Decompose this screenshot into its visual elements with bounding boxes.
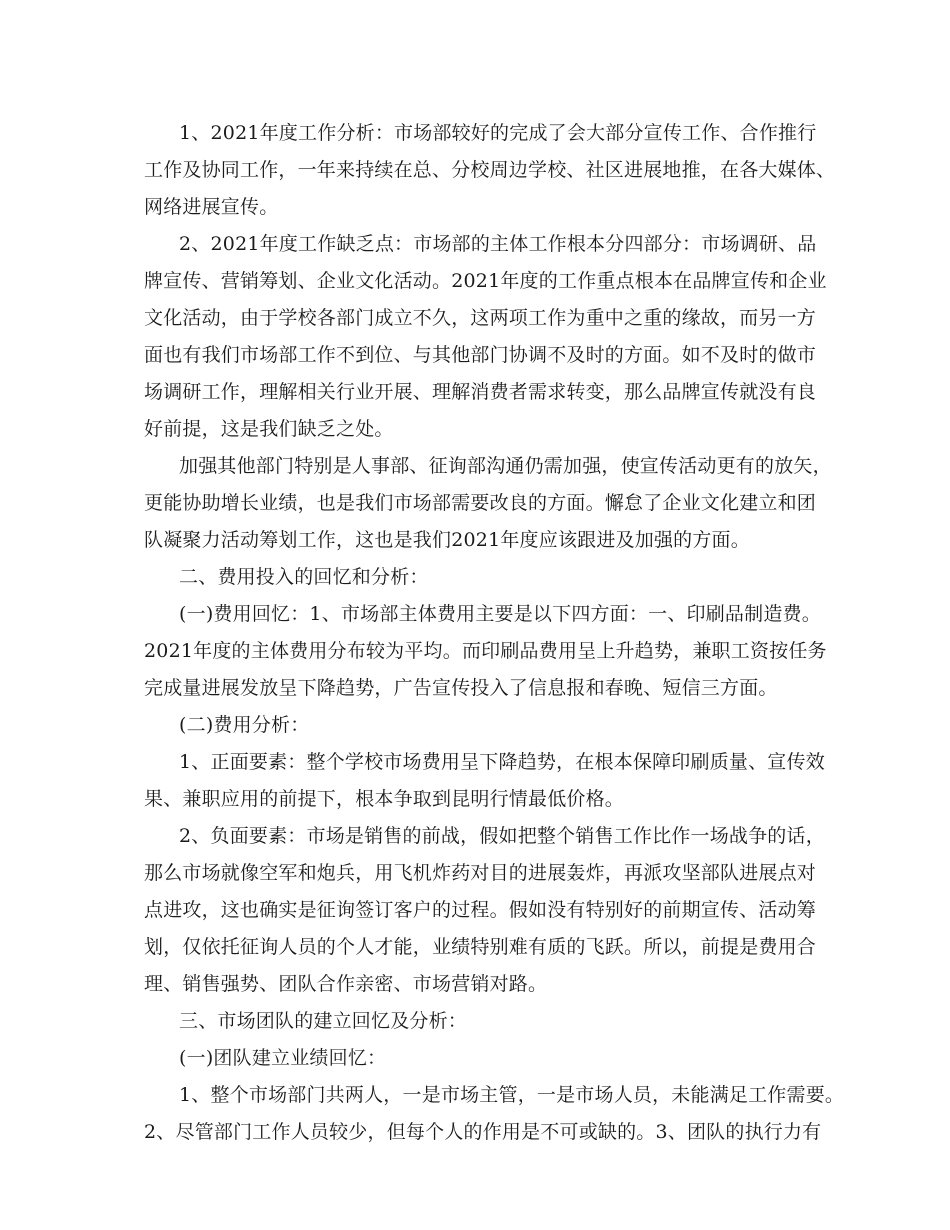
- text-line: 加强其他部门特别是人事部、征询部沟通仍需加强，使宣传活动更有的放矢，: [179, 455, 832, 477]
- text-line: 2021年度的主体费用分布较为平均。而印刷品费用呈上升趋势，兼职工资按任务: [144, 640, 827, 662]
- text-line: 面也有我们市场部工作不到位、与其他部门协调不及时的方面。如不及时的做市: [144, 344, 817, 366]
- text-line: 文化活动，由于学校各部门成立不久，这两项工作为重中之重的缘故，而另一方: [144, 307, 817, 329]
- subsection-heading: (二)费用分析：: [179, 714, 310, 736]
- text-line: 工作及协同工作，一年来持续在总、分校周边学校、社区进展地推，在各大媒体、: [144, 159, 836, 181]
- text-line: 2、负面要素：市场是销售的前战，假如把整个销售工作比作一场战争的话，: [179, 825, 825, 847]
- text-line: 完成量进展发放呈下降趋势，广告宣传投入了信息报和春晚、短信三方面。: [144, 677, 778, 699]
- text-line: 1、2021年度工作分析：市场部较好的完成了会大部分宣传工作、合作推行: [179, 122, 817, 144]
- text-line: (一)费用回忆：1、市场部主体费用主要是以下四方面：一、印刷品制造费。: [179, 603, 821, 625]
- text-line: 好前提，这是我们缺乏之处。: [144, 418, 394, 440]
- text-line: 场调研工作，理解相关行业开展、理解消费者需求转变，那么品牌宣传就没有良: [144, 381, 817, 403]
- section-heading: 二、费用投入的回忆和分析：: [179, 566, 429, 588]
- text-line: 2、2021年度工作缺乏点：市场部的主体工作根本分四部分：市场调研、品: [179, 233, 817, 255]
- subsection-heading: (一)团队建立业绩回忆：: [179, 1047, 387, 1069]
- text-line: 2、尽管部门工作人员较少，但每个人的作用是不可或缺的。3、团队的执行力有: [144, 1121, 822, 1143]
- text-line: 那么市场就像空军和炮兵，用飞机炸药对目的进展轰炸，再派攻坚部队进展点对: [144, 862, 817, 884]
- text-line: 队凝聚力活动筹划工作，这也是我们2021年度应该跟进及加强的方面。: [144, 529, 750, 551]
- text-line: 理、销售强势、团队合作亲密、市场营销对路。: [144, 973, 548, 995]
- text-line: 划，仅依托征询人员的个人才能，业绩特别难有质的飞跃。所以，前提是费用合: [144, 936, 817, 958]
- text-line: 1、正面要素：整个学校市场费用呈下降趋势，在根本保障印刷质量、宣传效: [179, 751, 825, 773]
- text-line: 网络进展宣传。: [144, 196, 279, 218]
- text-line: 果、兼职应用的前提下，根本争取到昆明行情最低价格。: [144, 788, 625, 810]
- section-heading: 三、市场团队的建立回忆及分析：: [179, 1010, 468, 1032]
- text-line: 1、整个市场部门共两人，一是市场主管，一是市场人员，未能满足工作需要。: [179, 1084, 845, 1106]
- text-line: 点进攻，这也确实是征询签订客户的过程。假如没有特别好的前期宣传、活动筹: [144, 899, 817, 921]
- text-line: 更能协助增长业绩，也是我们市场部需要改良的方面。懈怠了企业文化建立和团: [144, 492, 817, 514]
- text-line: 牌宣传、营销筹划、企业文化活动。2021年度的工作重点根本在品牌宣传和企业: [144, 270, 827, 292]
